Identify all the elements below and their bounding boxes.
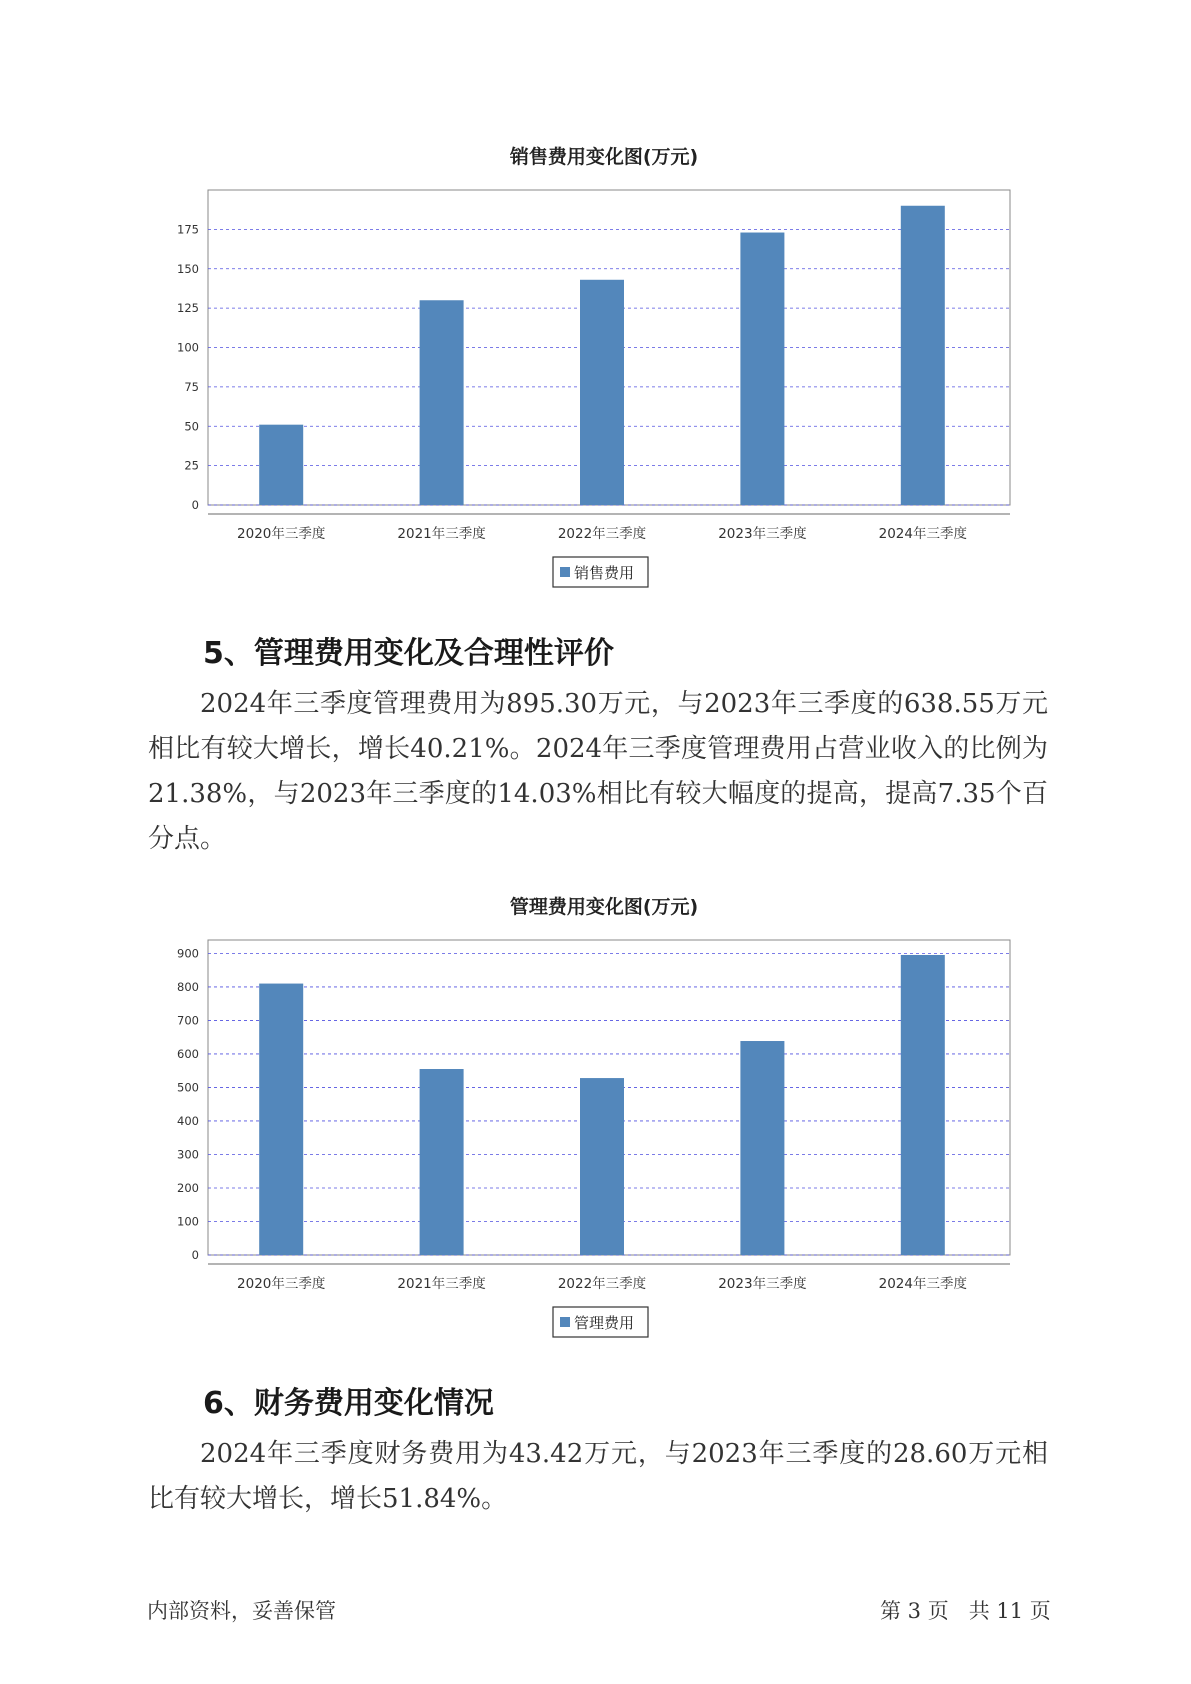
y-tick-label: 200 — [177, 1180, 199, 1195]
bar — [420, 1069, 464, 1255]
y-tick-label: 25 — [184, 458, 199, 473]
y-tick-label: 700 — [177, 1013, 199, 1028]
y-tick-label: 150 — [177, 261, 199, 276]
admin-expense-chart — [0, 880, 1191, 1340]
bar — [259, 984, 303, 1255]
bar — [580, 280, 624, 505]
x-tick-label: 2021年三季度 — [397, 1276, 486, 1292]
legend-swatch — [560, 1317, 570, 1327]
x-tick-label: 2023年三季度 — [718, 526, 807, 542]
chart-title: 销售费用变化图(万元) — [509, 146, 699, 168]
x-tick-label: 2022年三季度 — [557, 526, 647, 542]
y-tick-label: 300 — [177, 1147, 199, 1162]
x-tick-label: 2023年三季度 — [718, 1276, 807, 1292]
bar — [259, 425, 303, 505]
bar — [420, 300, 464, 505]
footer-confidential-note: 内部资料，妥善保管 — [147, 1599, 336, 1623]
legend — [553, 1307, 648, 1337]
y-tick-label: 900 — [177, 946, 199, 961]
sales-expense-chart — [0, 130, 1191, 590]
x-tick-label: 2022年三季度 — [557, 1276, 647, 1292]
bar — [580, 1078, 624, 1255]
legend-label: 管理费用 — [574, 1314, 635, 1332]
y-tick-label: 600 — [177, 1046, 199, 1061]
section-heading-finance-expense: 6、财务费用变化情况 — [203, 1386, 494, 1421]
y-tick-label: 75 — [184, 379, 199, 394]
y-tick-label: 125 — [177, 301, 199, 316]
y-tick-label: 50 — [184, 419, 199, 434]
y-tick-label: 500 — [177, 1080, 199, 1095]
section-heading-admin-expense: 5、管理费用变化及合理性评价 — [203, 636, 614, 671]
finance-expense-text: 2024年三季度财务费用为43.42万元，与2023年三季度的28.60万元相比有较大增长，增长51.84%。 — [148, 1439, 1048, 1514]
y-tick-label: 100 — [177, 1214, 199, 1229]
y-tick-label: 100 — [177, 340, 199, 355]
legend — [553, 557, 648, 587]
legend-swatch — [560, 567, 570, 577]
x-tick-label: 2024年三季度 — [878, 1276, 967, 1292]
bar — [740, 1041, 784, 1255]
bar — [740, 233, 784, 505]
x-tick-label: 2021年三季度 — [397, 526, 486, 542]
chart-title: 管理费用变化图(万元) — [509, 896, 699, 918]
admin-expense-text: 2024年三季度管理费用为895.30万元，与2023年三季度的638.55万元相比有较大增长，增长40.21%。2024年三季度管理费用占营业收入的比例为21.38%，与2023年三季度的14.03%相比有较大幅度的提高，提高7.35个百分点。 — [148, 689, 1048, 854]
legend-label: 销售费用 — [574, 564, 635, 582]
finance-expense-paragraph — [148, 1432, 1048, 1522]
y-tick-label: 400 — [177, 1113, 199, 1128]
x-tick-label: 2020年三季度 — [237, 1276, 326, 1292]
admin-expense-chart-svg — [0, 880, 1191, 1340]
footer-page-number: 第 3 页 共 11 页 — [880, 1599, 1051, 1623]
y-tick-label: 800 — [177, 979, 199, 994]
x-tick-label: 2020年三季度 — [237, 526, 326, 542]
y-tick-label: 0 — [191, 1248, 199, 1262]
y-tick-label: 0 — [191, 498, 199, 512]
bar — [901, 206, 945, 505]
bar — [901, 955, 945, 1255]
x-tick-label: 2024年三季度 — [878, 526, 967, 542]
admin-expense-paragraph — [148, 682, 1048, 862]
y-tick-label: 175 — [177, 222, 199, 237]
sales-expense-chart-svg — [0, 130, 1191, 590]
